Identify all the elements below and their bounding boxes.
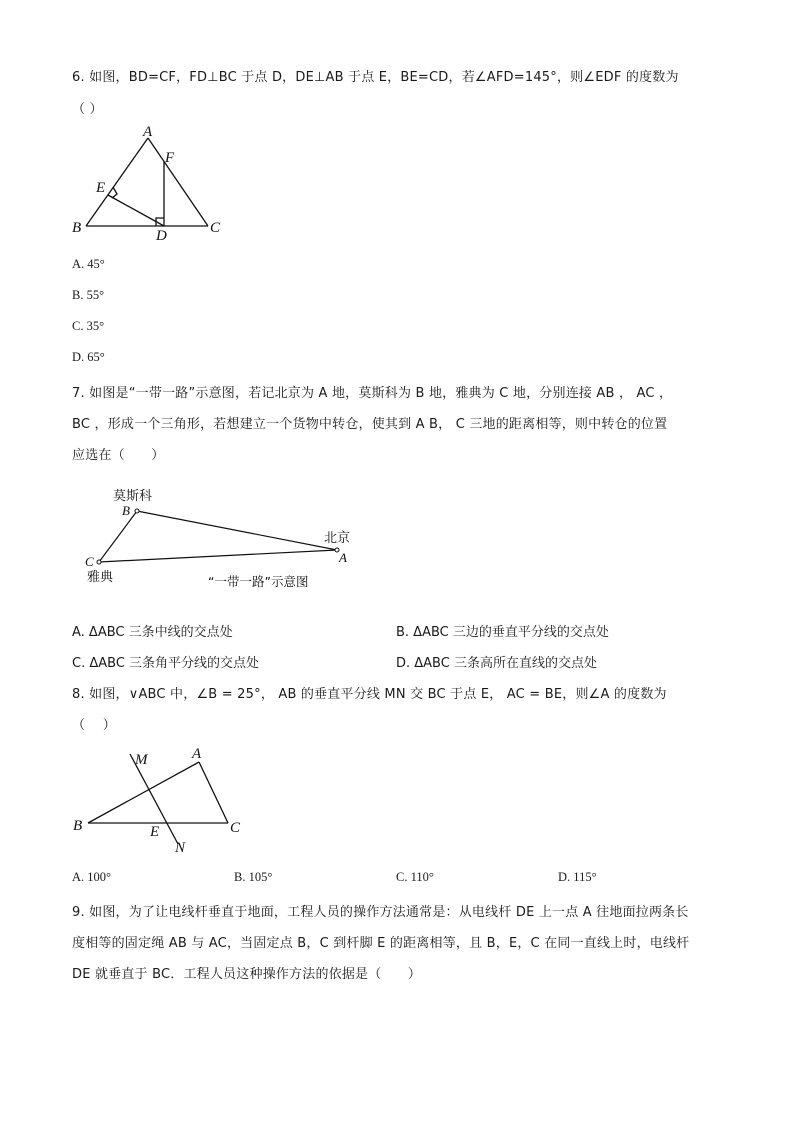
q7-label-C: C xyxy=(85,554,94,569)
q9-stem-line3: DE 就垂直于 BC．工程人员这种操作方法的依据是（ ） xyxy=(72,967,422,982)
q9-stem-line1: 9. 如图，为了让电线杆垂直于地面，工程人员的操作方法通常是：从电线杆 DE 上一点 A 往地面拉两条长 xyxy=(72,905,689,920)
q8-option-c: C. 110° xyxy=(396,870,434,884)
q7-label-beijing: 北京 xyxy=(324,531,351,546)
q8-label-C: C xyxy=(230,820,241,836)
q6-option-b: B. 55° xyxy=(72,288,105,302)
q8-stem: 8. 如图，∨ABC 中，∠B = 25°， AB 的垂直平分线 MN 交 BC 于点 E， AC = BE，则∠A 的度数为 xyxy=(72,687,667,702)
q6-label-F: F xyxy=(165,150,175,166)
q6-option-c: C. 35° xyxy=(72,319,105,333)
q6-label-C: C xyxy=(210,220,221,236)
q7-option-c: C. ΔABC 三条角平分线的交点处 xyxy=(72,656,260,671)
q6-label-E: E xyxy=(96,180,106,196)
q8-answer-paren: （ ） xyxy=(72,718,116,733)
q7-label-B: B xyxy=(122,503,130,518)
q7-figure-caption: “一带一路”示意图 xyxy=(208,574,309,589)
q8-label-B: B xyxy=(73,818,83,834)
q8-option-d: D. 115° xyxy=(558,870,597,884)
q6-stem: 6. 如图，BD=CF，FD⊥BC 于点 D，DE⊥AB 于点 E，BE=CD，若∠AFD=145°，则∠EDF 的度数为 xyxy=(72,70,679,85)
q7-stem-line3: 应选在（ ） xyxy=(72,448,165,463)
q6-answer-paren: （ ） xyxy=(72,102,103,117)
q8-label-E: E xyxy=(150,824,160,840)
q6-label-B: B xyxy=(72,220,82,236)
q7-option-b: B. ΔABC 三边的垂直平分线的交点处 xyxy=(396,625,609,640)
q6-label-D: D xyxy=(156,228,167,242)
q7-stem-line2: BC ，形成一个三角形，若想建立一个货物中转仓，使其到 A B， C 三地的距离相等，则中转仓的位置 xyxy=(72,417,668,432)
q8-label-M: M xyxy=(135,752,148,768)
q6-option-a: A. 45° xyxy=(72,257,105,271)
q7-label-athens: 雅典 xyxy=(87,570,114,585)
q7-label-moscow: 莫斯科 xyxy=(113,489,153,504)
q8-label-A: A xyxy=(192,746,202,762)
q8-label-N: N xyxy=(175,840,186,856)
q8-option-b: B. 105° xyxy=(234,870,273,884)
q7-option-a: A. ΔABC 三条中线的交点处 xyxy=(72,625,233,640)
q6-label-A: A xyxy=(143,124,153,140)
q7-stem-line1: 7. 如图是“一带一路”示意图，若记北京为 A 地，莫斯科为 B 地，雅典为 C 地，分别连接 AB ， AC ， xyxy=(72,386,673,401)
q8-figure xyxy=(68,742,258,857)
q6-figure xyxy=(66,122,246,242)
q7-option-d: D. ΔABC 三条高所在直线的交点处 xyxy=(396,656,597,671)
q7-label-A: A xyxy=(339,550,347,565)
q8-option-a: A. 100° xyxy=(72,870,112,884)
q7-figure xyxy=(80,482,380,592)
q9-stem-line2: 度相等的固定绳 AB 与 AC，当固定点 B，C 到杆脚 E 的距离相等，且 B，E，C 在同一直线上时，电线杆 xyxy=(72,936,690,951)
q6-option-d: D. 65° xyxy=(72,350,105,364)
